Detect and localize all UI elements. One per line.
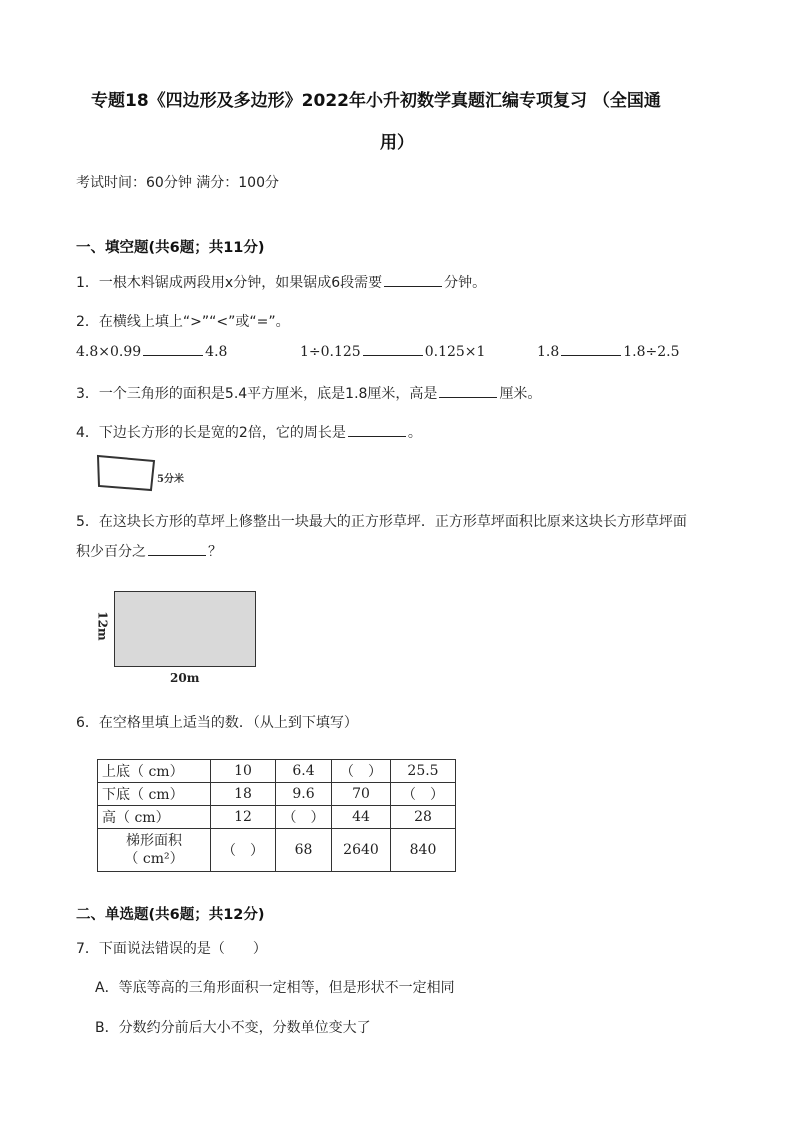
page-title-line1: 专题18《四边形及多边形》2022年小升初数学真题汇编专项复习 （全国通 xyxy=(91,91,661,111)
row-header xyxy=(98,829,211,872)
q5-width-label: 20m xyxy=(170,671,200,685)
table-cell: 10 xyxy=(211,760,276,783)
q2-item1-right: 4.8 xyxy=(205,344,228,360)
table-cell: 68 xyxy=(276,829,332,872)
table-cell: 28 xyxy=(391,806,456,829)
answer-blank[interactable] xyxy=(143,354,203,356)
q2-item3-left: 1.8 xyxy=(537,344,560,360)
q3-text: 3．一个三角形的面积是5.4平方厘米，底是1.8厘米，高是 xyxy=(76,386,438,402)
answer-blank[interactable] xyxy=(439,396,497,398)
area-unit: （ cm²） xyxy=(124,851,184,867)
q2-item-3 xyxy=(537,344,680,360)
table-row xyxy=(98,783,456,806)
area-label: 梯形面积 xyxy=(126,833,182,849)
q3-suffix: 厘米。 xyxy=(499,386,542,402)
answer-blank[interactable] xyxy=(384,285,442,287)
table-cell: 25.5 xyxy=(391,760,456,783)
trapezoid-table xyxy=(97,759,456,872)
answer-blank[interactable] xyxy=(348,435,406,437)
answer-blank[interactable] xyxy=(363,354,423,356)
question-2: 2．在横线上填上“>”“<”或“=”。 xyxy=(76,314,290,330)
q5-suffix: ？ xyxy=(208,544,222,560)
q7-option-a[interactable]: A．等底等高的三角形面积一定相等，但是形状不一定相同 xyxy=(95,980,455,996)
q5-lawn-rectangle xyxy=(114,591,256,667)
q1-suffix: 分钟。 xyxy=(444,275,487,291)
row-header: 上底（ cm） xyxy=(98,760,211,783)
table-cell[interactable]: （ ） xyxy=(211,829,276,872)
table-cell: 9.6 xyxy=(276,783,332,806)
question-5-line1: 5．在这块长方形的草坪上修整出一块最大的正方形草坪．正方形草坪面积比原来这块长方形草坪面 xyxy=(76,514,687,530)
q4-figure-label: 5分米 xyxy=(157,474,184,485)
q4-suffix: 。 xyxy=(407,425,422,441)
question-6: 6．在空格里填上适当的数．（从上到下填写） xyxy=(76,715,358,731)
question-3 xyxy=(76,383,541,403)
q2-item3-right: 1.8÷2.5 xyxy=(623,344,680,360)
row-header: 下底（ cm） xyxy=(98,783,211,806)
q1-text: 1．一根木料锯成两段用x分钟，如果锯成6段需要 xyxy=(76,275,383,291)
q7-option-b[interactable]: B．分数约分前后大小不变，分数单位变大了 xyxy=(95,1020,371,1036)
row-header: 高（ cm） xyxy=(98,806,211,829)
q5-text: 积少百分之 xyxy=(76,544,146,560)
question-4 xyxy=(76,422,422,442)
table-cell[interactable]: （ ） xyxy=(332,760,391,783)
table-cell: 70 xyxy=(332,783,391,806)
q2-item2-left: 1÷0.125 xyxy=(300,344,361,360)
q2-item-1 xyxy=(76,344,227,360)
table-cell[interactable]: （ ） xyxy=(276,806,332,829)
table-cell: 18 xyxy=(211,783,276,806)
answer-blank[interactable] xyxy=(148,554,206,556)
q2-item2-right: 0.125×1 xyxy=(424,344,486,360)
page-title-line2: 用） xyxy=(380,133,414,153)
table-row xyxy=(98,760,456,783)
question-5-line2 xyxy=(76,541,222,561)
q4-text: 4．下边长方形的长是宽的2倍，它的周长是 xyxy=(76,425,346,441)
question-1 xyxy=(76,272,486,292)
question-7: 7．下面说法错误的是（ ） xyxy=(76,941,267,957)
table-cell[interactable]: （ ） xyxy=(391,783,456,806)
exam-info: 考试时间：60分钟 满分：100分 xyxy=(76,175,279,191)
section-heading-single-choice: 二、单选题(共6题；共12分) xyxy=(76,907,265,923)
section-heading-fill-blank: 一、填空题(共6题；共11分) xyxy=(76,240,265,256)
table-cell: 12 xyxy=(211,806,276,829)
table-cell: 840 xyxy=(391,829,456,872)
table-row xyxy=(98,829,456,872)
table-row xyxy=(98,806,456,829)
table-cell: 2640 xyxy=(332,829,391,872)
table-cell: 6.4 xyxy=(276,760,332,783)
answer-blank[interactable] xyxy=(561,354,621,356)
table-cell: 44 xyxy=(332,806,391,829)
q2-item-2 xyxy=(300,344,485,360)
q5-height-label: 12m xyxy=(95,611,110,641)
q2-item1-left: 4.8×0.99 xyxy=(76,344,142,360)
